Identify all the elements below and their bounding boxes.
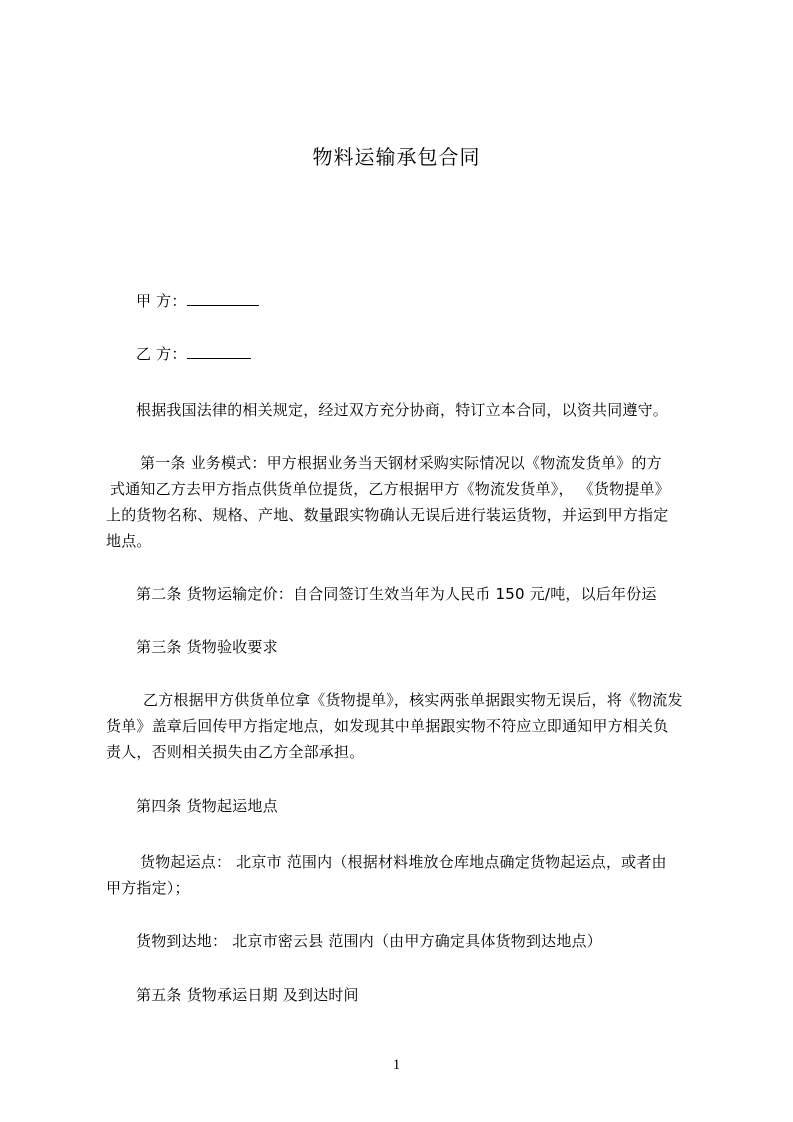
- article2-paragraph: 第二条 货物运输定价：自合同签订生效当年为人民币 150 元/吨，以后年份运: [136, 585, 657, 603]
- article3-line: 乙方根据甲方供货单位拿《货物提单》，核实两张单据跟实物无误后，将《物流发: [143, 691, 683, 709]
- article1-line: 式通知乙方去甲方指点供货单位提货，乙方根据甲方《物流发货单》， 《货物提单》: [110, 480, 670, 498]
- article3-line: 货单》盖章后回传甲方指定地点，如发现其中单据跟实物不符应立即通知甲方相关负: [106, 717, 669, 735]
- page-number: 1: [392, 1057, 401, 1073]
- article4-heading: 第四条 货物起运地点: [136, 797, 278, 815]
- destination-paragraph: 货物到达地： 北京市密云县 范围内（由甲方确定具体货物到达地点）: [136, 932, 602, 950]
- origin-line: 甲方指定）；: [106, 879, 190, 897]
- article3-line: 责人，否则相关损失由乙方全部承担。: [106, 743, 365, 761]
- article1-line: 上的货物名称、规格、产地、数量跟实物确认无误后进行装运货物，并运到甲方指定: [106, 506, 669, 524]
- document-title: 物料运输承包合同: [312, 145, 481, 169]
- party-a-label: 甲 方：: [136, 292, 187, 310]
- article3-heading: 第三条 货物验收要求: [136, 638, 278, 656]
- party-a-blank: [187, 290, 259, 306]
- party-b-label: 乙 方：: [136, 345, 187, 363]
- origin-line: 货物起运点： 北京市 范围内（根据材料堆放仓库地点确定货物起运点，或者由: [140, 853, 667, 871]
- party-a-line: [136, 288, 736, 314]
- article1-line: 地点。: [106, 532, 152, 550]
- party-b-blank: [187, 343, 251, 359]
- intro-paragraph: 根据我国法律的相关规定，经过双方充分协商，特订立本合同，以资共同遵守。: [136, 401, 669, 419]
- article1-line: 第一条 业务模式：甲方根据业务当天钢材采购实际情况以《物流发货单》的方: [140, 454, 662, 472]
- article5-heading: 第五条 货物承运日期 及到达时间: [136, 986, 359, 1004]
- party-b-line: [136, 341, 736, 367]
